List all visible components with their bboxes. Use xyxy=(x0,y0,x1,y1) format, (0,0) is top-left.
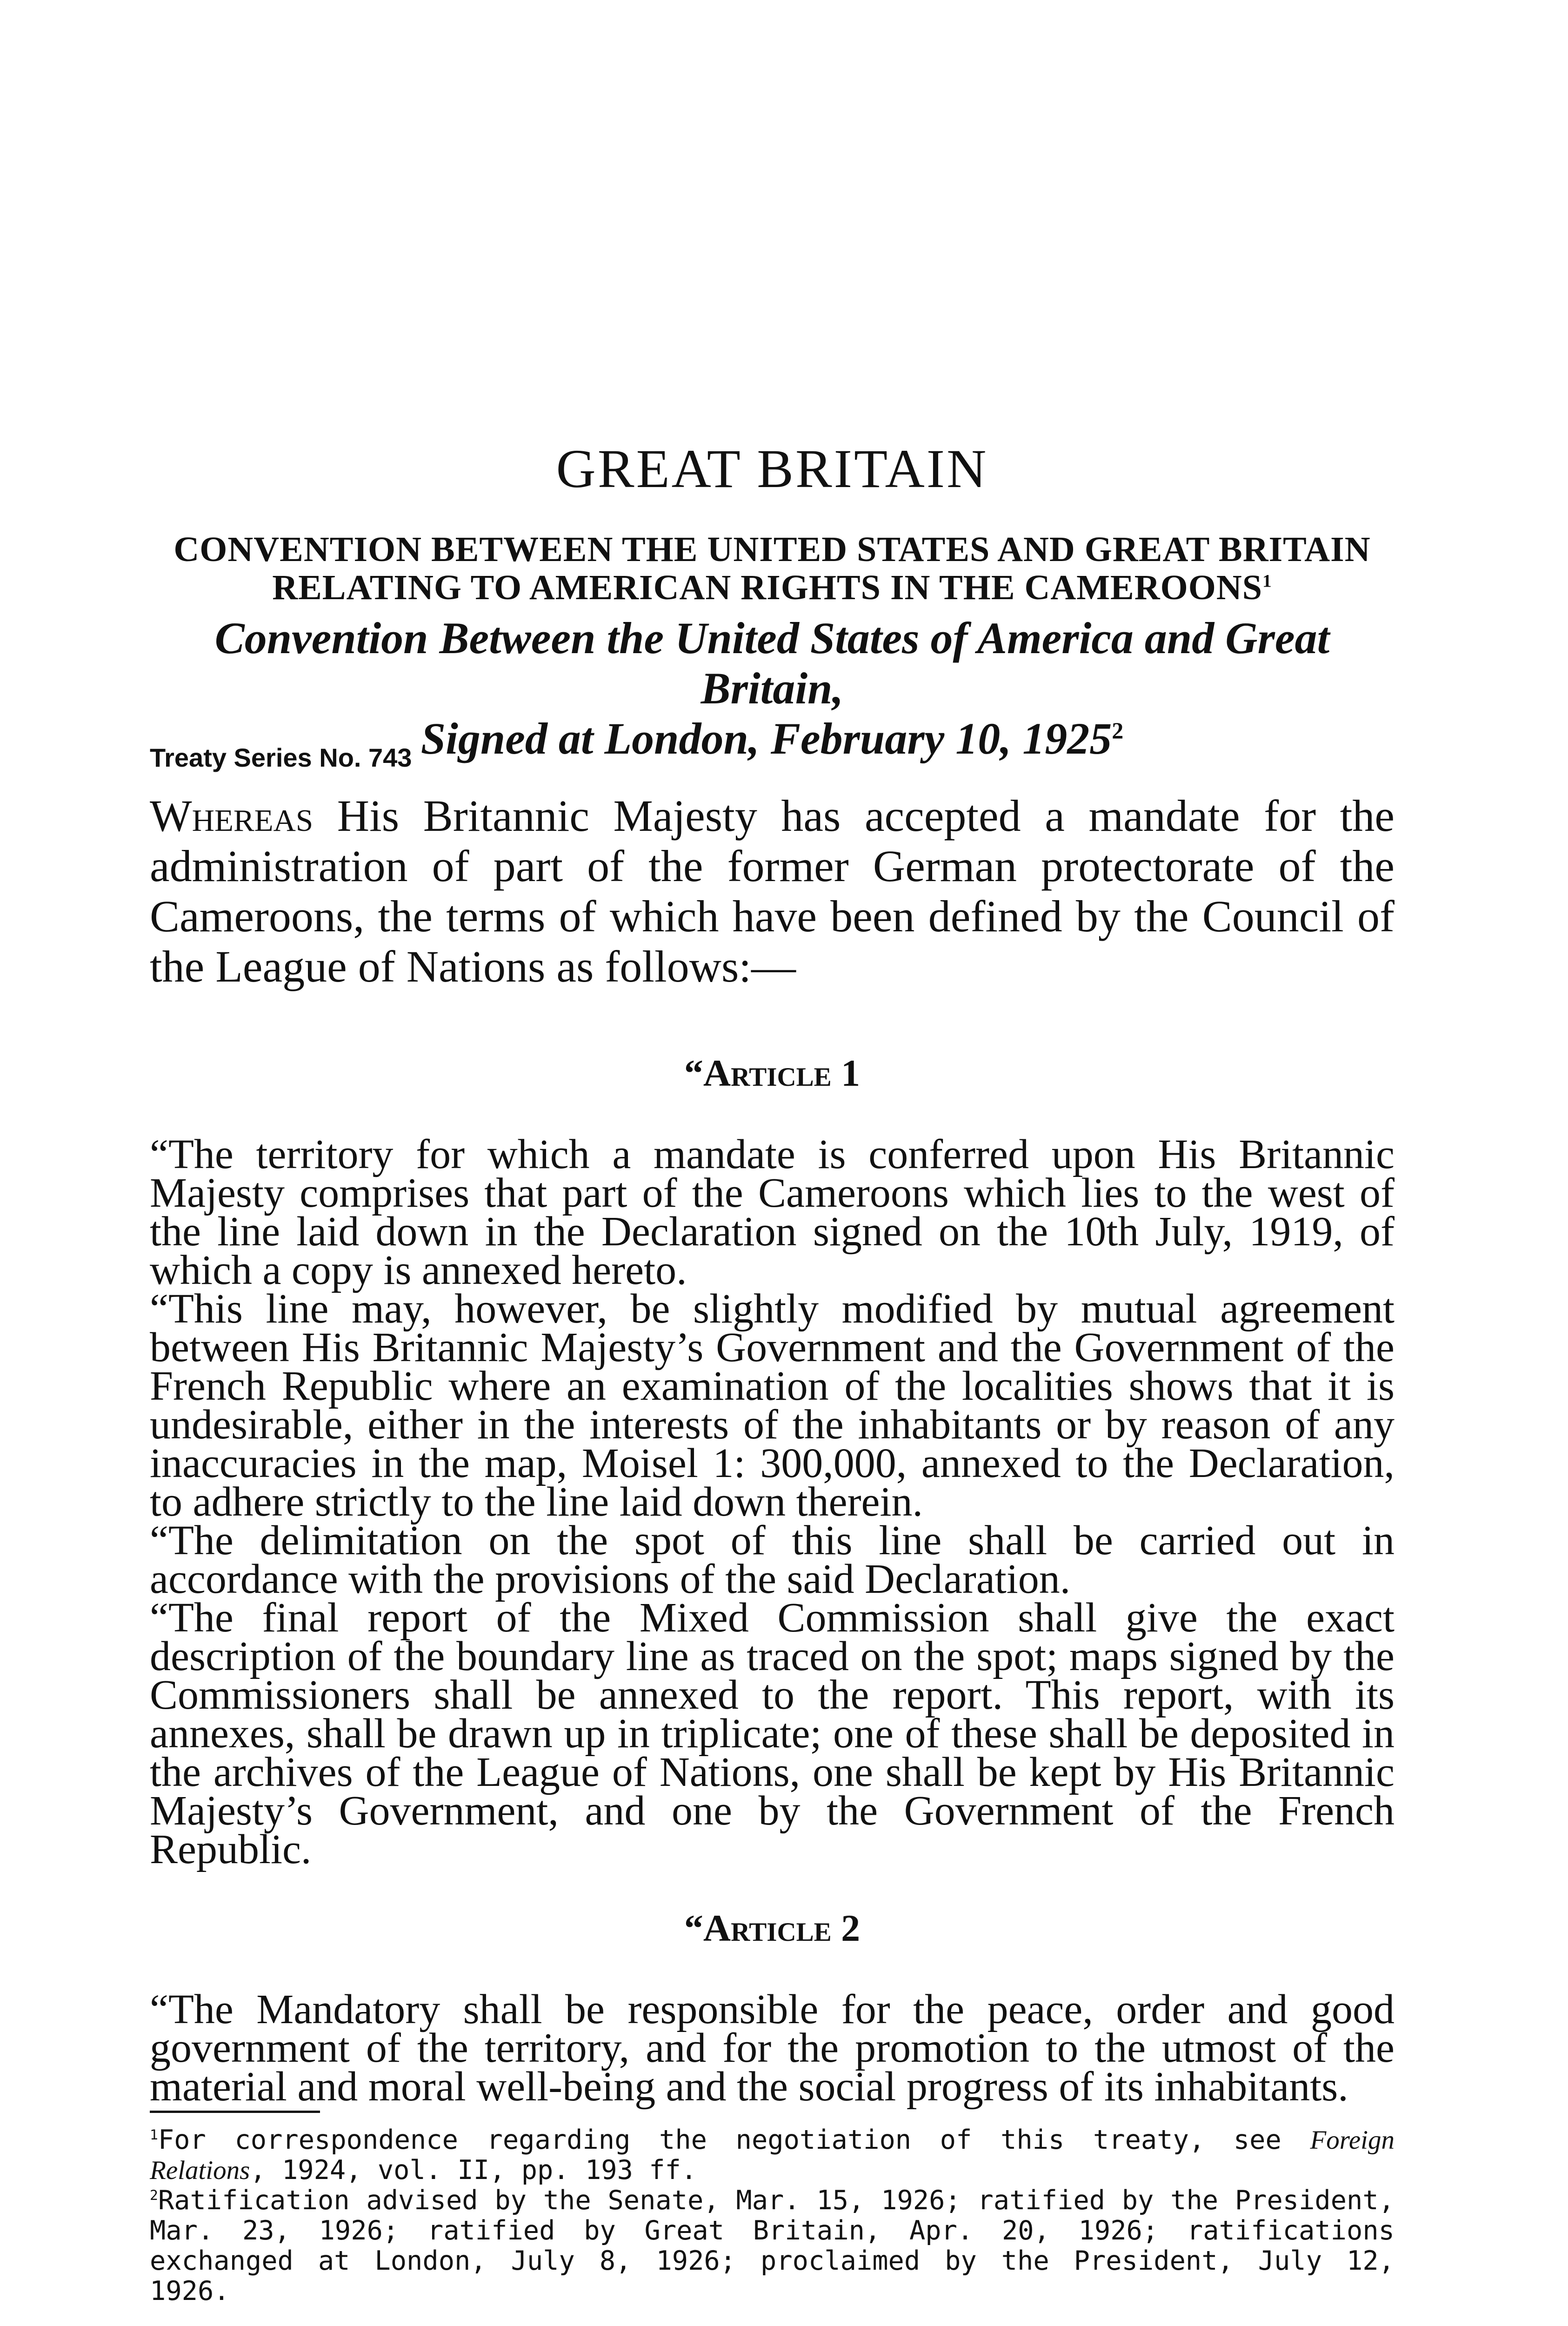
article-1-heading: “Article 1 xyxy=(684,1052,861,1094)
article-1-paragraph-4: “The final report of the Mixed Commission shall give the exact description of the boundary line as traced on the spot; maps signed by the Commissioners shall be annexed to the report. This report, with its annexes, shall be drawn up in triplicate; one of these shall be deposited in the archives of the League of Nations, one shall be kept by His Britannic Majesty’s Government, and one by the Government of the French Republic. xyxy=(150,1595,1395,1872)
footnote-2: $^2$Ratification advised by the Senate, Mar. 15, 1926; ratified by the President, Mar. 23, 1926; ratified by Great Britain, Apr. 20, 1926; ratifications exchanged at London, July 8, 1926; proclaimed by the President, July 12, 1926. xyxy=(150,2185,1395,2306)
footnote-ref-2: 2 xyxy=(1112,718,1124,743)
convention-title-line-2: RELATING TO AMERICAN RIGHTS IN THE CAMEROONS xyxy=(272,568,1262,607)
convention-subtitle xyxy=(150,613,1395,764)
article-label: Article xyxy=(703,1052,832,1094)
footnote-marker: 1 xyxy=(150,2126,158,2143)
footnote-divider xyxy=(150,2111,320,2113)
convention-title-line-1: CONVENTION BETWEEN THE UNITED STATES AND GREAT BRITAIN xyxy=(173,530,1371,569)
article-number: 2 xyxy=(841,1907,861,1949)
preamble-paragraph xyxy=(150,791,1395,992)
article-label: Article xyxy=(703,1907,832,1949)
article-1-paragraph-1: “The territory for which a mandate is conferred upon His Britannic Majesty comprises that part of the Cameroons which lies to the west of the line laid down in the Declaration signed on the 10th July, 1919, of which a copy is annexed hereto. xyxy=(150,1131,1395,1293)
convention-subtitle-line-2: Signed at London, February 10, 1925 xyxy=(420,714,1112,763)
article-number: 1 xyxy=(841,1052,861,1094)
article-1-body xyxy=(150,1131,1395,1872)
convention-title xyxy=(150,530,1395,607)
article-1-paragraph-2: “This line may, however, be slightly modified by mutual agreement between His Britannic Majesty’s Government and the Government of the French Republic where an examination of the localities shows that it is undesirable, either in the interests of the inhabitants or by reason of any inaccuracies in the map, Moisel 1: 300,000, annexed to the Declaration, to adhere strictly to the line laid down therein. xyxy=(150,1286,1395,1525)
article-2-body xyxy=(150,1986,1395,2110)
article-2-heading: “Article 2 xyxy=(684,1907,861,1949)
footnotes xyxy=(150,2125,1395,2306)
document-page xyxy=(150,0,1395,2326)
country-heading: GREAT BRITAIN xyxy=(556,438,988,499)
preamble-lead-word: Whereas xyxy=(150,791,314,841)
article-1-paragraph-3: “The delimitation on the spot of this line shall be carried out in accordance with the provisions of the said Declaration. xyxy=(150,1517,1395,1602)
footnote-1: $^1$For correspondence regarding the negotiation of this treaty, see Foreign Relations, 1924, vol. II, pp. 193 ff. xyxy=(150,2125,1395,2186)
convention-subtitle-line-1: Convention Between the United States of America and Great Britain, xyxy=(214,613,1330,713)
footnote-ref-1: 1 xyxy=(1262,570,1272,591)
article-2-paragraph-1: “The Mandatory shall be responsible for the peace, order and good government of the territory, and for the promotion to the utmost of the material and moral well-being and the social progress of its inhabitants. xyxy=(150,1986,1395,2110)
treaty-series-number: Treaty Series No. 743 xyxy=(150,743,412,772)
footnote-marker: 2 xyxy=(150,2187,158,2203)
footnote-1-italic-title: Foreign Relations xyxy=(150,2125,1395,2185)
preamble-text: His Britannic Majesty has accepted a mandate for the administration of part of the former German protectorate of the Cameroons, the terms of which have been defined by the Council of the League of Nations as follows:— xyxy=(150,791,1395,991)
